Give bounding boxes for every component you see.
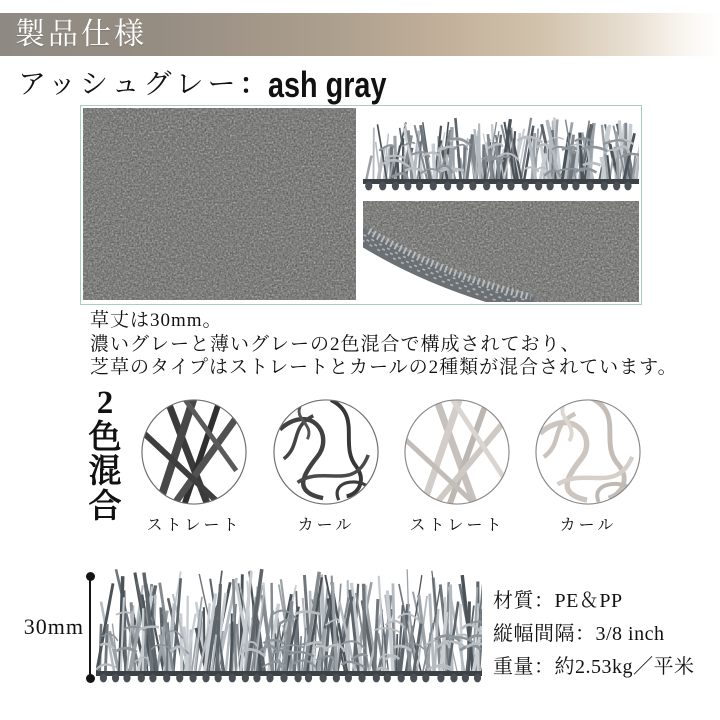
pile-height-value: 30mm — [23, 614, 84, 639]
description-text — [90, 309, 678, 380]
fiber-circle-image — [272, 398, 380, 506]
fiber-sample-label: カール — [559, 517, 617, 534]
turf-sideview-photo — [363, 108, 639, 192]
product-photo-group — [80, 105, 642, 305]
fiber-circle-image — [403, 398, 511, 506]
description-line: 芝草のタイプはストレートとカールの2種類が混合されています。 — [90, 357, 678, 378]
measure-dot-bottom — [86, 674, 95, 683]
section-banner — [0, 13, 720, 56]
description-line: 濃いグレーと薄いグレーの2色混合で構成されており、 — [90, 333, 581, 355]
turf-rolled-edge-photo — [363, 201, 639, 302]
turf-sideview-30mm-photo — [96, 556, 482, 692]
fiber-sample-dark-straight — [139, 398, 249, 535]
description-line: 草丈は30mm。 — [90, 310, 223, 331]
fiber-sample-dark-curl — [271, 398, 381, 535]
fiber-circle-image — [140, 398, 248, 506]
spec-weight: 重量：約2.53kg／平米 — [493, 656, 695, 678]
color-title-japanese: アッシュグレー — [18, 69, 240, 100]
two-color-mix-vertical-label: 2 色 混 合 — [88, 385, 122, 525]
spec-material: 材質：PE＆PP — [493, 590, 623, 612]
fiber-sample-light-straight — [402, 398, 512, 535]
measure-dot-top — [86, 572, 95, 581]
fiber-sample-light-curl — [533, 398, 643, 535]
fiber-sample-label: カール — [297, 517, 355, 534]
color-title-separator: ： — [239, 69, 268, 100]
fiber-sample-label: ストレート — [146, 517, 242, 534]
color-title — [18, 64, 416, 104]
fiber-circle-image — [534, 398, 642, 506]
turf-topview-photo — [83, 108, 356, 300]
color-title-english: ash gray — [267, 64, 386, 105]
banner-title: 製品仕様 — [15, 17, 147, 51]
spec-list — [493, 585, 695, 684]
height-measure-line — [89, 577, 91, 678]
fiber-sample-label: ストレート — [409, 517, 505, 534]
spec-gauge: 縦幅間隔：3/8 inch — [493, 623, 665, 645]
